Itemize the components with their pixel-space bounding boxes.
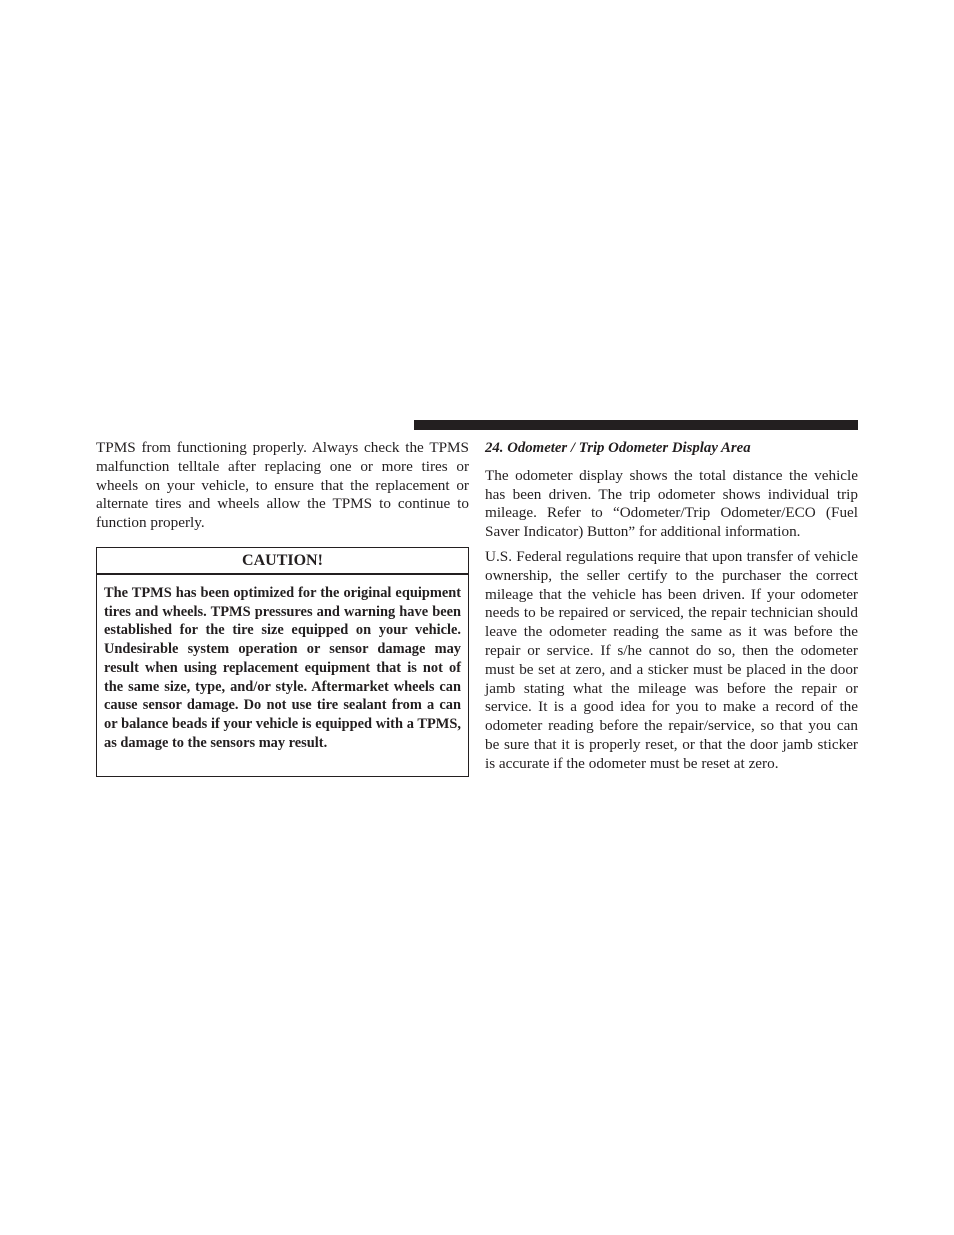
section-header-bar [414,420,858,430]
right-column [485,439,858,774]
intro-paragraph: TPMS from functioning properly. Always check the TPMS malfunction telltale after replacing one or more tires or wheels on your vehicle, to ensure that the replacement or alternate tires and wheels allow the TPMS to continue to function properly. [96,439,469,532]
section-heading: 24. Odometer / Trip Odometer Display Area [485,440,751,456]
caution-title: CAUTION! [97,548,468,575]
caution-body: The TPMS has been optimized for the original equipment tires and wheels. TPMS pressures and warning have been established for the tire size equipped on your vehicle. Undesirable system operation or sensor damage may result when using replacement equipment that is not of the same size, type, and/or style. Aftermarket wheels can cause sensor damage. Do not use tire sealant from a can or balance beads if your vehicle is equipped with a TPMS, as damage to the sensors may result. [104,585,461,751]
odometer-paragraph: The odometer display shows the total distance the vehicle has been driven. The trip odometer shows individual trip mileage. Refer to “Odometer/Trip Odometer/ECO (Fuel Saver Indicator) Button” for additional information. [485,466,858,541]
left-column [96,439,469,533]
regulations-paragraph: U.S. Federal regulations require that upon transfer of vehicle ownership, the seller certify to the purchaser the correct mileage that the vehicle has been driven. If your odometer needs to be repaired or serviced, the repair technician should leave the odometer reading the same as it was before the repair or service. If s/he cannot do so, then the odometer must be set at zero, and a sticker must be placed in the door jamb stating what the mileage was before the repair or service. It is a good idea for you to make a record of the odometer reading before the repair/​service, so that you can be sure that it is properly reset, or that the door jamb sticker is accurate if the odometer must be reset at zero. [485,547,858,772]
caution-box [96,547,469,777]
